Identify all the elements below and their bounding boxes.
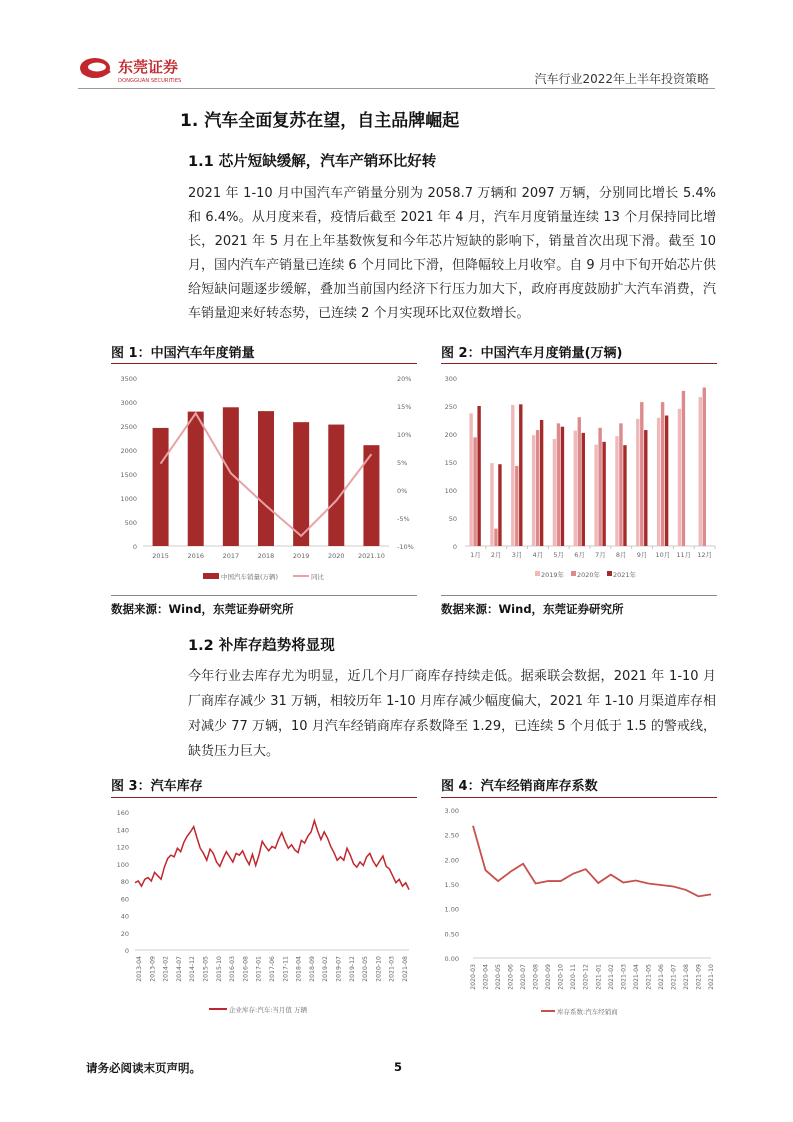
header-divider <box>78 88 715 89</box>
x-tick-label: 2018-04 <box>295 956 303 982</box>
figure-1-title: 图 1：中国汽车年度销量 <box>111 346 255 361</box>
y-tick-left: 500 <box>124 519 137 527</box>
bar-2019年 <box>469 413 472 546</box>
legend-swatch <box>607 571 612 576</box>
subsection-heading-1: 1.1 芯片短缺缓解，汽车产销环比好转 <box>188 154 437 170</box>
x-tick-label: 2019-07 <box>335 956 343 982</box>
chart-annual-sales <box>111 366 417 592</box>
figure-4-title: 图 4：汽车经销商库存系数 <box>441 779 598 794</box>
figure-4-top-rule <box>441 797 717 798</box>
chart-dealer-inventory-coefficient <box>441 800 717 1026</box>
bar-2020年 <box>703 388 706 546</box>
bar-2019年 <box>678 409 681 546</box>
x-tick-label: 2020-09 <box>545 964 553 990</box>
y-tick: 100 <box>444 487 457 495</box>
bar-2020年 <box>661 402 664 546</box>
x-tick-label: 5月 <box>553 551 565 559</box>
y-tick-right: -10% <box>397 543 414 551</box>
legend-label-yoy: 同比 <box>311 573 324 581</box>
y-tick-right: 15% <box>397 403 412 411</box>
bar-2021年 <box>477 406 480 546</box>
document-title: 汽车行业2022年上半年投资策略 <box>534 72 709 86</box>
x-tick-label: 2020-06 <box>507 964 515 990</box>
line-coefficient <box>473 826 711 897</box>
legend-label: 企业库存:汽车:当月值 万辆 <box>229 1006 307 1014</box>
y-tick: 300 <box>444 375 457 383</box>
bar-2021年 <box>665 416 668 546</box>
x-tick-label: 10月 <box>655 551 671 559</box>
x-tick-label: 2018 <box>257 552 275 560</box>
x-tick-label: 7月 <box>595 551 606 559</box>
bar-2019年 <box>594 445 597 546</box>
y-tick: 3.00 <box>444 807 459 815</box>
bar-2020年 <box>578 417 581 546</box>
subsection-heading-2: 1.2 补库存趋势将显现 <box>188 638 335 654</box>
x-tick-label: 2021-03 <box>620 964 628 990</box>
y-tick-right: 10% <box>397 431 412 439</box>
bar-2020年 <box>536 430 539 546</box>
bar-2020年 <box>557 423 560 546</box>
y-tick-right: 0% <box>397 487 408 495</box>
figure-2-source: 数据来源：Wind，东莞证券研究所 <box>441 602 624 616</box>
x-tick-label: 2020-05 <box>495 964 503 990</box>
x-tick-label: 2019-12 <box>348 956 356 982</box>
bar-2019年 <box>636 419 639 546</box>
x-tick-label: 2016 <box>187 552 204 560</box>
x-tick-label: 2020 <box>328 552 345 560</box>
y-tick: 2.50 <box>444 831 459 840</box>
y-tick-right: 5% <box>397 459 408 467</box>
bar-2020年 <box>682 391 685 546</box>
x-tick-label: 2014-02 <box>162 956 170 982</box>
x-tick-label: 2021-01 <box>595 964 603 990</box>
bar-sales <box>223 407 239 546</box>
y-tick: 100 <box>116 860 129 869</box>
bar-2020年 <box>473 437 476 546</box>
x-tick-label: 2017 <box>222 552 240 560</box>
x-tick-label: 2020-04 <box>482 964 490 990</box>
x-tick-label: 2021-08 <box>402 956 409 982</box>
y-tick-left: 2500 <box>120 423 137 431</box>
x-tick-label: 2017-11 <box>282 956 290 982</box>
chart-auto-inventory <box>111 800 417 1026</box>
x-tick-label: 2021-06 <box>657 964 665 990</box>
x-tick-label: 2021-03 <box>388 956 396 982</box>
x-tick-label: 12月 <box>697 551 712 559</box>
x-tick-label: 2014-12 <box>189 956 197 982</box>
x-tick-label: 2020-05 <box>362 956 370 982</box>
x-tick-label: 2016-08 <box>242 956 250 982</box>
x-tick-label: 2019 <box>292 552 310 560</box>
bar-2019年 <box>574 431 577 546</box>
x-tick-label: 6月 <box>574 551 585 559</box>
bar-2020年 <box>619 423 622 546</box>
x-tick-label: 4月 <box>532 551 544 559</box>
x-tick-label: 1月 <box>470 551 481 559</box>
bar-2019年 <box>699 397 702 546</box>
x-tick-label: 2020-11 <box>570 964 578 990</box>
x-tick-label: 2021-09 <box>695 964 703 990</box>
y-tick-right: 20% <box>397 375 412 383</box>
x-tick-label: 2013-09 <box>149 956 157 982</box>
bar-sales <box>293 422 309 546</box>
y-tick: 1.00 <box>444 905 459 914</box>
bar-2020年 <box>598 428 601 546</box>
x-tick-label: 2015 <box>152 552 169 560</box>
x-tick-label: 2018-09 <box>308 956 316 982</box>
legend-swatch <box>571 571 576 576</box>
y-tick: 50 <box>448 515 457 523</box>
y-tick: 150 <box>444 459 457 467</box>
x-tick-label: 2015-05 <box>202 956 210 982</box>
paragraph-1: 2021 年 1-10 月中国汽车产销量分别为 2058.7 万辆和 2097 万辆，分别同比增长 5.4%和 6.4%。从月度来看，疫情后截至 2021 年 4 月，汽车月度销量连续 13 个月保持同比增长，2021 年 5 月在上年基数恢复和今年芯片短缺的影响下，销量首次出现下滑。截至 10 月，国内汽车产销量已连续 6 个月同比下滑，但降幅较上月收窄。自 9 月中下旬开始芯片供给短缺问题逐步缓解，叠加当前国内经济下行压力加大下，政府再度鼓励扩大汽车消费，汽车销量迎来好转态势，已连续 2 个月实现环比双位数增长。 <box>188 186 716 321</box>
bar-sales <box>188 412 204 546</box>
brand-name-en: DONGGUAN SECURITIES <box>118 78 182 84</box>
bar-2021年 <box>602 442 605 546</box>
bar-2021年 <box>623 445 626 546</box>
y-tick: 140 <box>116 826 129 835</box>
y-tick-left: 2000 <box>120 447 137 455</box>
y-tick: 20 <box>120 929 129 938</box>
x-tick-label: 2013-04 <box>136 956 143 982</box>
bar-sales <box>258 411 274 546</box>
y-tick: 250 <box>444 403 457 411</box>
y-tick-left: 3500 <box>120 375 137 383</box>
bar-2019年 <box>490 463 493 546</box>
legend-swatch <box>535 571 540 576</box>
x-tick-label: 3月 <box>511 551 523 559</box>
x-tick-label: 2021-02 <box>607 964 615 990</box>
figure-2-bottom-rule <box>441 595 717 596</box>
y-tick: 0.00 <box>444 955 459 963</box>
bar-2021年 <box>561 427 564 546</box>
y-tick-right: -5% <box>397 515 410 523</box>
bar-2019年 <box>553 439 556 546</box>
figure-1-source: 数据来源：Wind，东莞证券研究所 <box>111 602 294 616</box>
bar-2019年 <box>657 418 660 546</box>
bar-2019年 <box>511 405 514 546</box>
x-tick-label: 2月 <box>490 551 502 559</box>
x-tick-label: 2019-02 <box>322 956 330 982</box>
y-tick: 80 <box>120 878 129 886</box>
x-tick-label: 2020-12 <box>582 964 590 990</box>
y-tick: 0 <box>124 947 129 955</box>
bar-2020年 <box>515 466 518 546</box>
figure-3-top-rule <box>111 797 417 798</box>
bar-2021年 <box>644 430 647 546</box>
x-tick-label: 2014-07 <box>175 956 183 982</box>
y-tick: 0 <box>452 543 457 551</box>
x-tick-label: 2021.10 <box>357 552 385 560</box>
y-tick: 40 <box>120 912 129 921</box>
x-tick-label: 9月 <box>636 551 648 559</box>
y-tick: 60 <box>120 895 129 904</box>
company-logo <box>78 52 218 86</box>
x-tick-label: 2020-10 <box>557 964 565 990</box>
legend-label: 库存系数:汽车经销商 <box>557 1008 618 1016</box>
y-tick: 160 <box>116 809 129 817</box>
bar-2021年 <box>498 464 501 546</box>
x-tick-label: 2016-03 <box>229 956 237 982</box>
footer-disclaimer: 请务必阅读末页声明。 <box>86 1061 201 1075</box>
page-number: 5 <box>394 1060 403 1074</box>
legend-label: 2021年 <box>613 571 637 579</box>
chart-monthly-sales <box>441 366 717 592</box>
bar-sales <box>153 428 169 546</box>
section-heading: 1. 汽车全面复苏在望，自主品牌崛起 <box>180 111 460 131</box>
y-tick: 0.50 <box>444 930 459 939</box>
x-tick-label: 2020-07 <box>520 964 528 990</box>
x-tick-label: 2020-10 <box>375 956 383 982</box>
figure-1-bottom-rule <box>111 595 417 596</box>
y-tick: 2.00 <box>444 856 459 865</box>
figure-1-top-rule <box>111 363 417 364</box>
bar-2021年 <box>519 404 522 546</box>
figure-2-title: 图 2：中国汽车月度销量(万辆) <box>441 346 623 361</box>
y-tick-left: 1000 <box>120 495 137 503</box>
bar-sales <box>328 425 344 546</box>
y-tick-left: 1500 <box>120 471 137 479</box>
figure-2-top-rule <box>441 363 717 364</box>
y-tick-left: 3000 <box>120 399 137 407</box>
x-tick-label: 11月 <box>676 551 692 559</box>
x-tick-label: 2017-06 <box>269 956 276 982</box>
legend-label: 2020年 <box>577 571 601 579</box>
y-tick: 120 <box>116 843 129 852</box>
legend-swatch-sales <box>203 573 219 579</box>
bar-2021年 <box>540 420 543 546</box>
legend-label-sales: 中国汽车销量(万辆) <box>221 573 279 581</box>
y-tick: 1.50 <box>444 881 459 889</box>
x-tick-label: 2015-10 <box>215 956 223 982</box>
x-tick-label: 2021-07 <box>670 964 678 990</box>
x-tick-label: 8月 <box>615 551 627 559</box>
bar-2019年 <box>532 435 535 546</box>
x-tick-label: 2020-08 <box>532 964 540 990</box>
paragraph-2: 今年行业去库存尤为明显，近几个月厂商库存持续走低。据乘联会数据，2021 年 1-10 月厂商库存减少 31 万辆，相较历年 1-10 月库存减少幅度偏大，2021 年 1-10 月渠道库存相对减少 77 万辆，10 月汽车经销商库存系数降至 1.29，已连续 5 个月低于 1.5 的警戒线，缺货压力巨大。 <box>188 669 716 759</box>
x-tick-label: 2021-05 <box>645 964 653 990</box>
x-tick-label: 2021-08 <box>682 964 690 990</box>
x-tick-label: 2021-04 <box>632 964 640 990</box>
bar-2020年 <box>640 402 643 546</box>
x-tick-label: 2020-03 <box>470 964 477 990</box>
y-tick: 200 <box>444 431 457 439</box>
line-inventory <box>135 821 409 890</box>
y-tick-left: 0 <box>132 543 137 551</box>
x-tick-label: 2021-10 <box>708 964 715 990</box>
bar-2021年 <box>582 433 585 546</box>
legend-label: 2019年 <box>541 571 565 579</box>
bar-2020年 <box>494 529 497 546</box>
x-tick-label: 2017-01 <box>255 956 263 982</box>
figure-3-title: 图 3：汽车库存 <box>111 779 203 794</box>
brand-name: 东莞证券 <box>118 58 179 76</box>
bar-2019年 <box>615 436 618 546</box>
